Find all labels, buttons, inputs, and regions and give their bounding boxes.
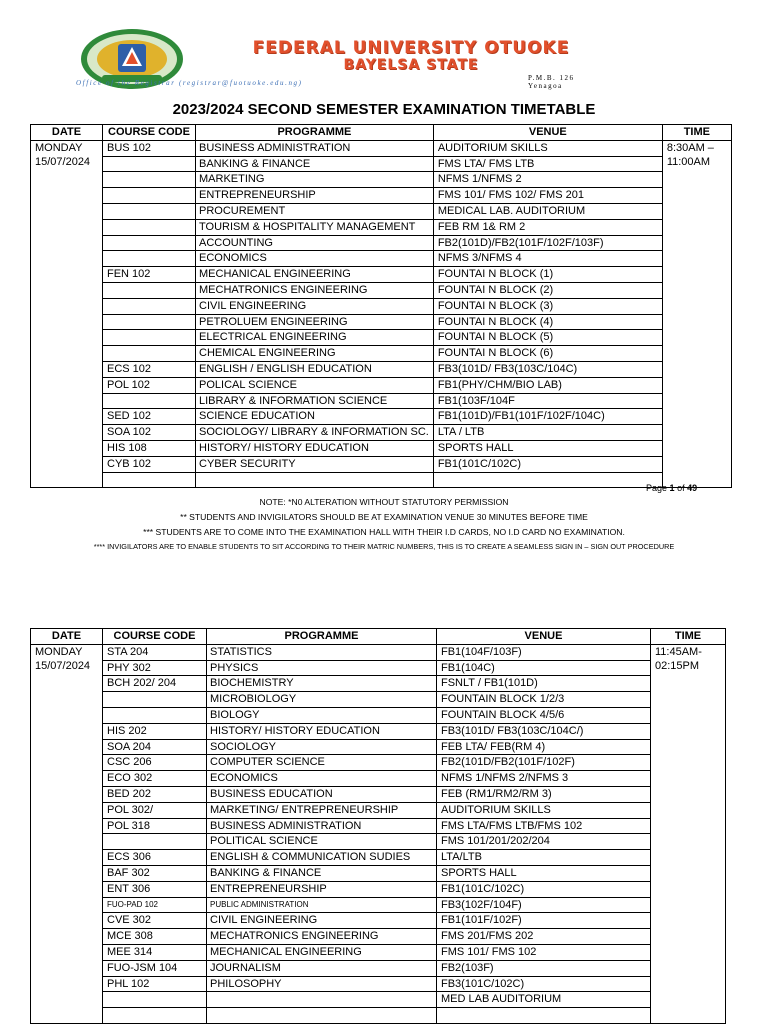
venue-cell: FMS 101/ FMS 102 xyxy=(437,944,651,960)
venue-cell xyxy=(433,472,662,488)
course-code-cell xyxy=(103,251,196,267)
course-code-cell: BUS 102 xyxy=(103,140,196,156)
programme-cell: CIVIL ENGINEERING xyxy=(207,913,437,929)
course-code-cell: FEN 102 xyxy=(103,267,196,283)
course-code-cell: PHL 102 xyxy=(103,976,207,992)
venue-cell: FB1(101D)/FB1(101F/102F/104C) xyxy=(433,409,662,425)
programme-cell: HISTORY/ HISTORY EDUCATION xyxy=(196,440,434,456)
table-row xyxy=(31,140,732,156)
programme-cell: BIOLOGY xyxy=(207,707,437,723)
venue-cell: FEB LTA/ FEB(RM 4) xyxy=(437,739,651,755)
time-cell: 11:45AM- 02:15PM xyxy=(651,644,726,1023)
venue-cell xyxy=(437,1008,651,1024)
course-code-cell xyxy=(103,188,196,204)
venue-cell: NFMS 1/NFMS 2 xyxy=(433,172,662,188)
table-row xyxy=(31,314,732,330)
course-code-cell: POL 102 xyxy=(103,377,196,393)
programme-cell: CIVIL ENGINEERING xyxy=(196,298,434,314)
table-row xyxy=(31,881,726,897)
table-row xyxy=(31,251,732,267)
course-code-cell: SOA 204 xyxy=(103,739,207,755)
course-code-cell: PHY 302 xyxy=(103,660,207,676)
course-code-cell xyxy=(103,203,196,219)
course-code-cell: POL 302/ xyxy=(103,802,207,818)
programme-cell: PUBLIC ADMINISTRATION xyxy=(207,897,437,913)
programme-cell: ENGLISH & COMMUNICATION SUDIES xyxy=(207,850,437,866)
programme-cell xyxy=(207,992,437,1008)
course-code-cell: SOA 102 xyxy=(103,425,196,441)
table-header-row xyxy=(31,125,732,141)
table-row xyxy=(31,660,726,676)
course-code-cell xyxy=(103,393,196,409)
programme-cell: TOURISM & HOSPITALITY MANAGEMENT xyxy=(196,219,434,235)
venue-cell: FOUNTAI N BLOCK (5) xyxy=(433,330,662,346)
table-row xyxy=(31,755,726,771)
venue-cell: NFMS 3/NFMS 4 xyxy=(433,251,662,267)
course-code-cell xyxy=(103,235,196,251)
course-code-cell: CYB 102 xyxy=(103,456,196,472)
course-code-cell: CSC 206 xyxy=(103,755,207,771)
venue-cell: AUDITORIUM SKILLS xyxy=(437,802,651,818)
letterhead xyxy=(0,0,768,100)
venue-cell: FB1(104F/103F) xyxy=(437,644,651,660)
programme-cell: POLICAL SCIENCE xyxy=(196,377,434,393)
table-row xyxy=(31,723,726,739)
header-course-code: COURSE CODE xyxy=(103,125,196,141)
table-row xyxy=(31,692,726,708)
programme-cell: BUSINESS ADMINISTRATION xyxy=(207,818,437,834)
table-row xyxy=(31,346,732,362)
course-code-cell xyxy=(103,172,196,188)
course-code-cell xyxy=(103,298,196,314)
date-day: MONDAY xyxy=(35,645,83,658)
programme-cell xyxy=(207,1008,437,1024)
programme-cell: MECHANICAL ENGINEERING xyxy=(207,944,437,960)
page-number xyxy=(646,483,697,493)
table-row xyxy=(31,425,732,441)
venue-cell: FOUNTAI N BLOCK (4) xyxy=(433,314,662,330)
table-row xyxy=(31,393,732,409)
course-code-cell xyxy=(103,282,196,298)
course-code-cell: BED 202 xyxy=(103,786,207,802)
postal-address xyxy=(528,74,575,90)
timetable-morning xyxy=(30,124,732,488)
table-row xyxy=(31,929,726,945)
table-row xyxy=(31,644,726,660)
venue-cell: FB3(101D/ FB3(103C/104C/) xyxy=(437,723,651,739)
table-row xyxy=(31,235,732,251)
course-code-cell: HIS 108 xyxy=(103,440,196,456)
university-state: BAYELSA STATE xyxy=(343,57,479,73)
venue-cell: FOUNTAI N BLOCK (1) xyxy=(433,267,662,283)
table-row xyxy=(31,834,726,850)
venue-cell: MED LAB AUDITORIUM xyxy=(437,992,651,1008)
course-code-cell xyxy=(103,692,207,708)
venue-cell: FOUNTAI N BLOCK (2) xyxy=(433,282,662,298)
course-code-cell xyxy=(103,330,196,346)
table-row xyxy=(31,802,726,818)
page-title: 2023/2024 SECOND SEMESTER EXAMINATION TIMETABLE xyxy=(172,101,596,118)
venue-cell: FMS 201/FMS 202 xyxy=(437,929,651,945)
note-line: *** STUDENTS ARE TO COME INTO THE EXAMINATION HALL WITH THEIR I.D CARDS, NO I.D CARD NO EXAMINATION. xyxy=(143,527,625,537)
course-code-cell: FUO-JSM 104 xyxy=(103,960,207,976)
venue-cell: FMS 101/ FMS 102/ FMS 201 xyxy=(433,188,662,204)
venue-cell: FB1(101C/102C) xyxy=(437,881,651,897)
header-venue: VENUE xyxy=(433,125,662,141)
venue-cell: FB1(101F/102F) xyxy=(437,913,651,929)
course-code-cell xyxy=(103,1008,207,1024)
programme-cell: ENTREPRENEURSHIP xyxy=(196,188,434,204)
programme-cell: ACCOUNTING xyxy=(196,235,434,251)
table-row xyxy=(31,1008,726,1024)
course-code-cell: SED 102 xyxy=(103,409,196,425)
venue-cell: FB2(101D)/FB2(101F/102F/103F) xyxy=(433,235,662,251)
venue-cell: FEB (RM1/RM2/RM 3) xyxy=(437,786,651,802)
university-name: FEDERAL UNIVERSITY OTUOKE xyxy=(252,38,570,58)
page-of: of xyxy=(677,483,685,493)
programme-cell: MECHATRONICS ENGINEERING xyxy=(207,929,437,945)
table-row xyxy=(31,440,732,456)
note-line: ** STUDENTS AND INVIGILATORS SHOULD BE AT EXAMINATION VENUE 30 MINUTES BEFORE TIME xyxy=(180,512,588,522)
programme-cell: CYBER SECURITY xyxy=(196,456,434,472)
course-code-cell xyxy=(103,219,196,235)
programme-cell: ECONOMICS xyxy=(207,771,437,787)
table-row xyxy=(31,203,732,219)
timetable-afternoon xyxy=(30,628,726,1024)
venue-cell: FOUNTAIN BLOCK 1/2/3 xyxy=(437,692,651,708)
venue-cell: NFMS 1/NFMS 2/NFMS 3 xyxy=(437,771,651,787)
venue-cell: MEDICAL LAB. AUDITORIUM xyxy=(433,203,662,219)
table-row xyxy=(31,992,726,1008)
programme-cell: SOCIOLOGY xyxy=(207,739,437,755)
course-code-cell: MCE 308 xyxy=(103,929,207,945)
table-row xyxy=(31,707,726,723)
course-code-cell: ECS 102 xyxy=(103,361,196,377)
programme-cell: PETROLUEM ENGINEERING xyxy=(196,314,434,330)
date-cell xyxy=(31,140,103,488)
course-code-cell: ENT 306 xyxy=(103,881,207,897)
venue-cell: SPORTS HALL xyxy=(437,865,651,881)
table-row xyxy=(31,913,726,929)
table-row xyxy=(31,976,726,992)
pmb-line: P.M.B. 126 xyxy=(528,74,575,82)
table-header-row xyxy=(31,629,726,645)
programme-cell: BANKING & FINANCE xyxy=(207,865,437,881)
programme-cell: CHEMICAL ENGINEERING xyxy=(196,346,434,362)
venue-cell: FB3(101D/ FB3(103C/104C) xyxy=(433,361,662,377)
venue-cell: FEB RM 1& RM 2 xyxy=(433,219,662,235)
table-row xyxy=(31,282,732,298)
date-day: MONDAY xyxy=(35,141,83,154)
programme-cell: BUSINESS ADMINISTRATION xyxy=(196,140,434,156)
course-code-cell: ECS 306 xyxy=(103,850,207,866)
programme-cell: ENTREPRENEURSHIP xyxy=(207,881,437,897)
programme-cell: SCIENCE EDUCATION xyxy=(196,409,434,425)
course-code-cell xyxy=(103,834,207,850)
table-row xyxy=(31,156,732,172)
table-row xyxy=(31,865,726,881)
venue-cell: LTA / LTB xyxy=(433,425,662,441)
programme-cell: MARKETING xyxy=(196,172,434,188)
programme-cell: ECONOMICS xyxy=(196,251,434,267)
course-code-cell: MEE 314 xyxy=(103,944,207,960)
course-code-cell: BCH 202/ 204 xyxy=(103,676,207,692)
course-code-cell xyxy=(103,314,196,330)
venue-cell: FMS 101/201/202/204 xyxy=(437,834,651,850)
table-row xyxy=(31,267,732,283)
venue-cell: FB3(101C/102C) xyxy=(437,976,651,992)
course-code-cell xyxy=(103,156,196,172)
programme-cell: MARKETING/ ENTREPRENEURSHIP xyxy=(207,802,437,818)
programme-cell: PROCUREMENT xyxy=(196,203,434,219)
venue-cell: FB2(101D/FB2(101F/102F) xyxy=(437,755,651,771)
table-row xyxy=(31,739,726,755)
header-date: DATE xyxy=(31,125,103,141)
programme-cell: MECHATRONICS ENGINEERING xyxy=(196,282,434,298)
course-code-cell xyxy=(103,707,207,723)
date-value: 15/07/2024 xyxy=(35,659,91,672)
programme-cell: STATISTICS xyxy=(207,644,437,660)
venue-cell: FB1(103F/104F xyxy=(433,393,662,409)
course-code-cell xyxy=(103,992,207,1008)
page-current: 1 xyxy=(669,483,675,493)
table-row xyxy=(31,771,726,787)
venue-cell: FOUNTAIN BLOCK 4/5/6 xyxy=(437,707,651,723)
programme-cell: PHILOSOPHY xyxy=(207,976,437,992)
programme-cell: JOURNALISM xyxy=(207,960,437,976)
venue-cell: FB1(101C/102C) xyxy=(433,456,662,472)
programme-cell: BUSINESS EDUCATION xyxy=(207,786,437,802)
venue-cell: FB2(103F) xyxy=(437,960,651,976)
course-code-cell: HIS 202 xyxy=(103,723,207,739)
programme-cell: POLITICAL SCIENCE xyxy=(207,834,437,850)
table-row xyxy=(31,172,732,188)
programme-cell: ENGLISH / ENGLISH EDUCATION xyxy=(196,361,434,377)
venue-cell: AUDITORIUM SKILLS xyxy=(433,140,662,156)
table-row xyxy=(31,377,732,393)
course-code-cell xyxy=(103,472,196,488)
programme-cell: HISTORY/ HISTORY EDUCATION xyxy=(207,723,437,739)
programme-cell: LIBRARY & INFORMATION SCIENCE xyxy=(196,393,434,409)
programme-cell xyxy=(196,472,434,488)
programme-cell: SOCIOLOGY/ LIBRARY & INFORMATION SC. xyxy=(196,425,434,441)
venue-cell: FOUNTAI N BLOCK (3) xyxy=(433,298,662,314)
header-date: DATE xyxy=(31,629,103,645)
programme-cell: ELECTRICAL ENGINEERING xyxy=(196,330,434,346)
venue-cell: FB1(PHY/CHM/BIO LAB) xyxy=(433,377,662,393)
header-programme: PROGRAMME xyxy=(207,629,437,645)
header-programme: PROGRAMME xyxy=(196,125,434,141)
table-row xyxy=(31,850,726,866)
city-line: Yenagoa xyxy=(528,82,563,90)
table-row xyxy=(31,897,726,913)
table-row xyxy=(31,361,732,377)
date-cell xyxy=(31,644,103,1023)
table-row xyxy=(31,219,732,235)
page-total: 49 xyxy=(687,483,698,493)
course-code-cell: ECO 302 xyxy=(103,771,207,787)
course-code-cell: FUO-PAD 102 xyxy=(103,897,207,913)
programme-cell: MECHANICAL ENGINEERING xyxy=(196,267,434,283)
table-row xyxy=(31,298,732,314)
course-code-cell: BAF 302 xyxy=(103,865,207,881)
table-row xyxy=(31,818,726,834)
registrar-line: Office of the Registrar (registrar@fuotuoke.edu.ng) xyxy=(76,79,303,87)
venue-cell: LTA/LTB xyxy=(437,850,651,866)
venue-cell: FSNLT / FB1(101D) xyxy=(437,676,651,692)
note-line: **** INVIGILATORS ARE TO ENABLE STUDENTS TO SIT ACCORDING TO THEIR MATRIC NUMBERS, THIS IS TO CREATE A SEAMLESS SIGN IN – SIGN OUT PROCEDURE xyxy=(93,542,675,551)
header-course-code: COURSE CODE xyxy=(103,629,207,645)
date-value: 15/07/2024 xyxy=(35,155,91,168)
venue-cell: FOUNTAI N BLOCK (6) xyxy=(433,346,662,362)
header-venue: VENUE xyxy=(437,629,651,645)
table-row xyxy=(31,960,726,976)
table-row xyxy=(31,472,732,488)
course-code-cell: CVE 302 xyxy=(103,913,207,929)
exam-notes xyxy=(0,494,768,555)
course-code-cell: STA 204 xyxy=(103,644,207,660)
header-time: TIME xyxy=(662,125,731,141)
note-line: NOTE: *N0 ALTERATION WITHOUT STATUTORY PERMISSION xyxy=(259,497,509,507)
programme-cell: MICROBIOLOGY xyxy=(207,692,437,708)
venue-cell: FB3(102F/104F) xyxy=(437,897,651,913)
table-row xyxy=(31,944,726,960)
programme-cell: PHYSICS xyxy=(207,660,437,676)
table-row xyxy=(31,786,726,802)
venue-cell: SPORTS HALL xyxy=(433,440,662,456)
programme-cell: COMPUTER SCIENCE xyxy=(207,755,437,771)
table-row xyxy=(31,456,732,472)
venue-cell: FMS LTA/FMS LTB/FMS 102 xyxy=(437,818,651,834)
venue-cell: FMS LTA/ FMS LTB xyxy=(433,156,662,172)
programme-cell: BANKING & FINANCE xyxy=(196,156,434,172)
page-label: Page xyxy=(646,483,668,493)
time-cell: 8:30AM – 11:00AM xyxy=(662,140,731,488)
course-code-cell xyxy=(103,346,196,362)
venue-cell: FB1(104C) xyxy=(437,660,651,676)
table-row xyxy=(31,409,732,425)
header-time: TIME xyxy=(651,629,726,645)
table-row xyxy=(31,330,732,346)
table-row xyxy=(31,676,726,692)
course-code-cell: POL 318 xyxy=(103,818,207,834)
table-row xyxy=(31,188,732,204)
programme-cell: BIOCHEMISTRY xyxy=(207,676,437,692)
